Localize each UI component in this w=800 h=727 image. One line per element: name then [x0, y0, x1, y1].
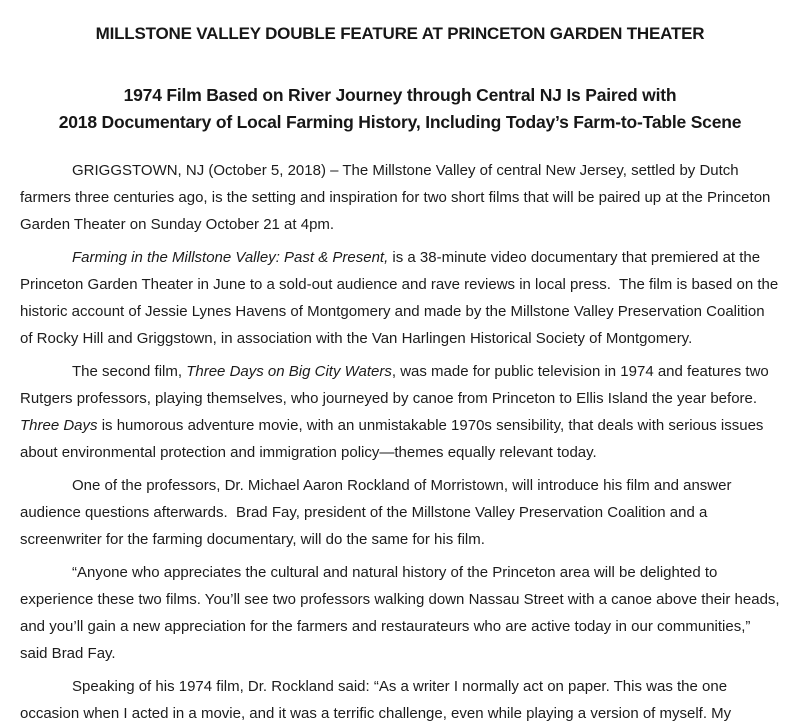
press-release-body — [0, 157, 800, 727]
paragraph-text: is a 38-minute video documentary that premiered at the Princeton Garden Theater in June to a sold-out audience and rave reviews in local press. The film is based on the historic account of Jessie Lynes Havens of Montgomery and made by the Millstone Valley Preservation Coalition of Rocky Hill and Griggstown, in association with the Van Harlingen Historical Society of Montgomery. — [20, 249, 783, 347]
paragraph-text: Speaking of his 1974 film, Dr. Rockland said: “As a writer I normally act on paper. This was the one occasion when I acted in a movie, and it was a terrific challenge, even while playing a version of myself. My — [20, 678, 732, 722]
paragraph — [20, 157, 780, 238]
film-title-text: Farming in the Millstone Valley: Past & Present, — [72, 249, 389, 266]
paragraph — [20, 673, 780, 727]
paragraph-text: “Anyone who appreciates the cultural and natural history of the Princeton area will be delighted to experience these two films. You’ll see two professors walking down Nassau Street with a canoe above their heads, and you’ll gain a new appreciation for the farmers and restaurateurs who are active today in our communities,” said Brad Fay. — [20, 564, 784, 662]
paragraph-text: GRIGGSTOWN, NJ (October 5, 2018) – The Millstone Valley of central New Jersey, settled by Dutch farmers three centuries ago, is the setting and inspiration for two short films that will be paired up at the Princeton Garden Theater on Sunday October 21 at 4pm. — [20, 162, 775, 233]
subtitle-line-1: 1974 Film Based on River Journey through Central NJ Is Paired with — [123, 85, 677, 105]
film-title-text: Three Days on Big City Waters — [186, 363, 392, 380]
page-subtitle — [0, 82, 800, 136]
paragraph — [20, 358, 780, 466]
film-title-text: Three Days — [20, 417, 98, 434]
paragraph-text: The second film, — [72, 363, 187, 380]
press-release-page — [0, 24, 800, 722]
paragraph — [20, 472, 780, 553]
paragraph — [20, 559, 784, 667]
paragraph-text: is humorous adventure movie, with an unmistakable 1970s sensibility, that deals with serious issues about environmental protection and immigration policy—themes equally relevant today. — [20, 417, 768, 461]
paragraph — [20, 244, 783, 352]
paragraph-text: One of the professors, Dr. Michael Aaron Rockland of Morristown, will introduce his film and answer audience questions afterwards. Brad Fay, president of the Millstone Valley Preservation Coalition and a screenwriter for the farming documentary, will do the same for his film. — [20, 477, 736, 548]
page-title: MILLSTONE VALLEY DOUBLE FEATURE AT PRINCETON GARDEN THEATER — [95, 24, 705, 43]
subtitle-line-2: 2018 Documentary of Local Farming History, Including Today’s Farm-to-Table Scene — [58, 112, 742, 132]
paragraph-text: , was made for public television in 1974 and features two Rutgers professors, playing themselves, who journeyed by canoe from Princeton to Ellis Island the year before. — [20, 363, 773, 407]
